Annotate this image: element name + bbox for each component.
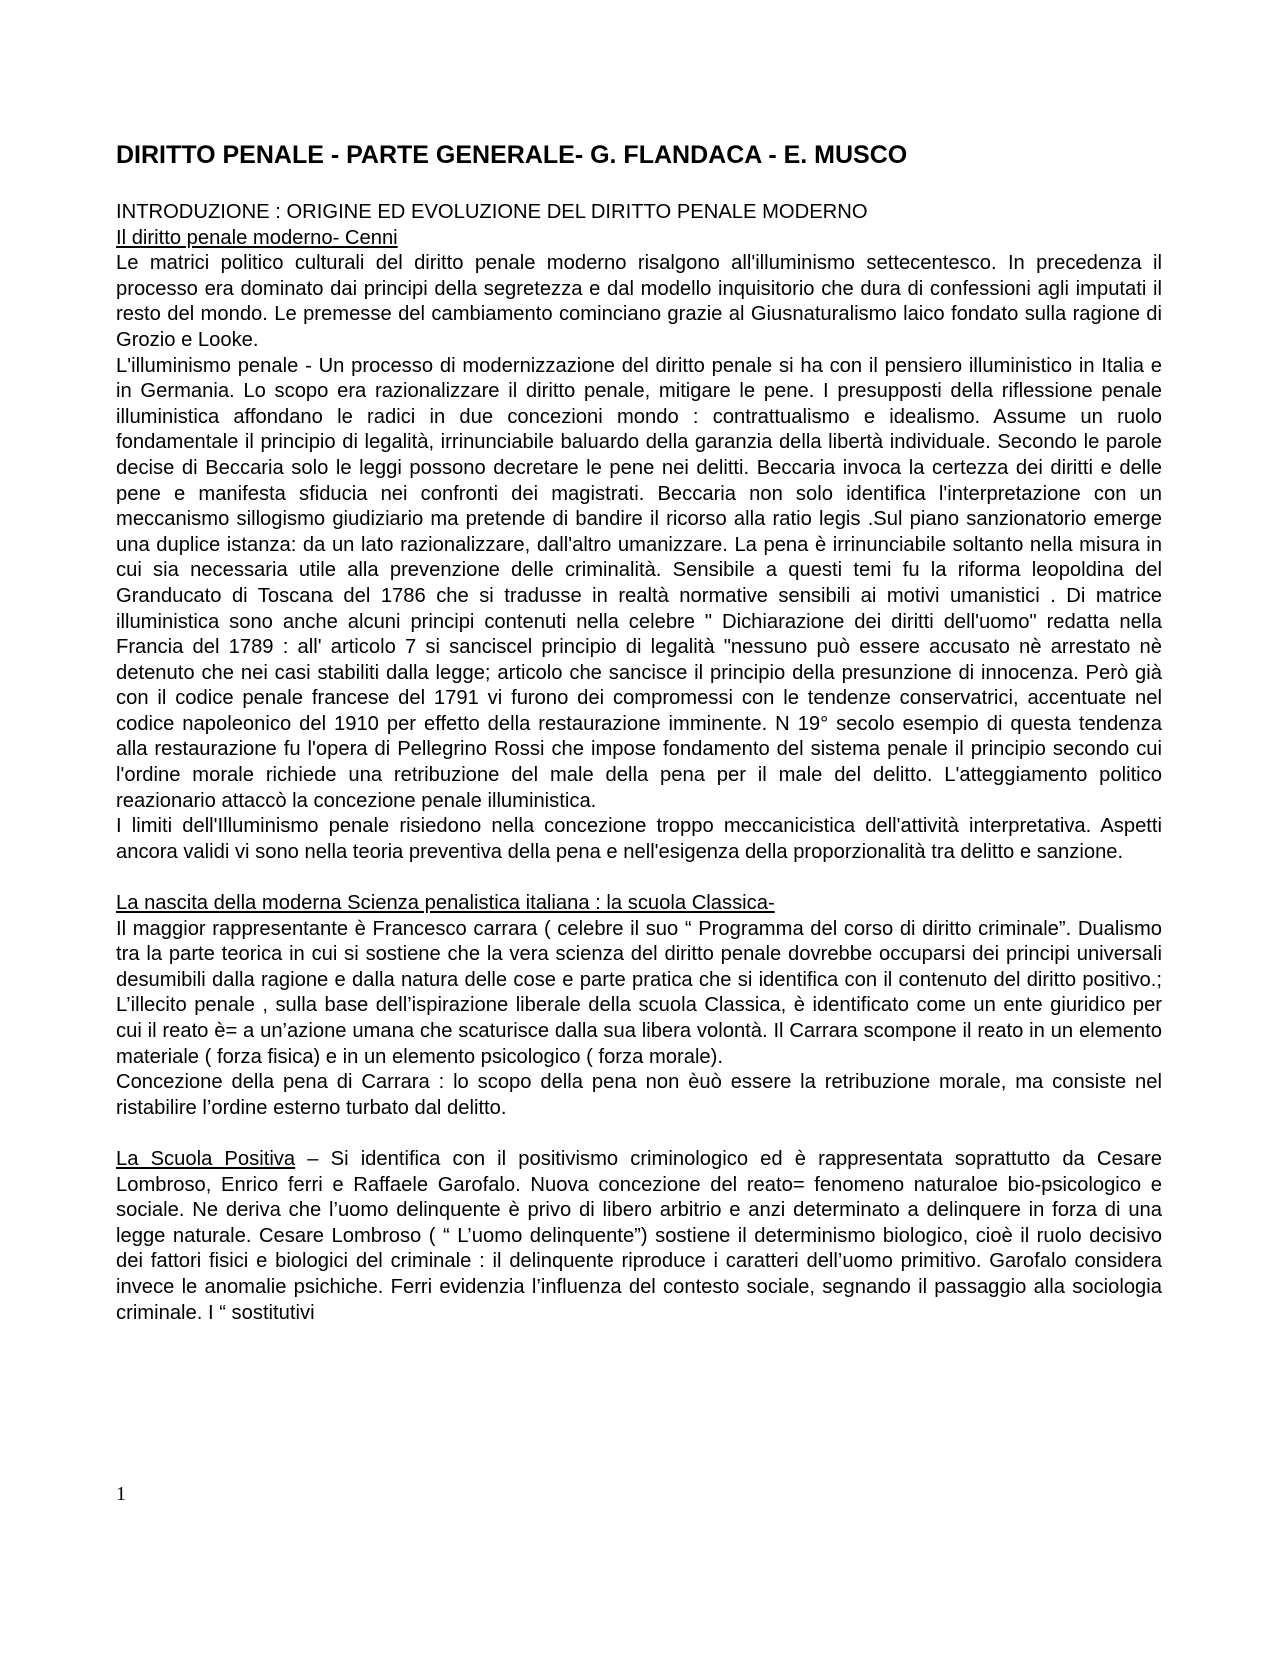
document-page <box>116 140 1162 1326</box>
paragraph-spacer <box>116 1121 1162 1147</box>
section-heading-positive-school: La Scuola Positiva <box>116 1147 296 1170</box>
paragraph: Le matrici politico culturali del diritto penale moderno risalgono all'illuminismo settecentesco. In precedenza il processo era dominato dai principi della segretezza e dal modello inquisitorio che dura di confessioni agli imputati il resto del mondo. Le premesse del cambiamento cominciano grazie al Giusnaturalismo laico fondato sulla ragione di Grozio e Looke. <box>116 252 1162 351</box>
paragraph-spacer <box>116 865 1162 891</box>
intro-heading: INTRODUZIONE : ORIGINE ED EVOLUZIONE DEL DIRITTO PENALE MODERNO <box>116 201 868 223</box>
paragraph: L'illuminismo penale - Un processo di modernizzazione del diritto penale si ha con il pensiero illuministico in Italia e in Germania. Lo scopo era razionalizzare il diritto penale, mitigare le pene. I presupposti della riflessione penale illuministica affondano le radici in due concezioni mondo : contrattualismo e idealismo. Assume un ruolo fondamentale il principio di legalità, irrinunciabile baluardo della garanzia della libertà individuale. Secondo le parole decise di Beccaria solo le leggi possono decretare le pene nei delitti. Beccaria invoca la certezza dei diritti e delle pene e manifesta sfiducia nei confronti dei magistrati. Beccaria non solo identifica l'interpretazione con un meccanismo sillogismo giudiziario ma pretende di bandire il ricorso alla ratio legis .Sul piano sanzionatorio emerge una duplice istanza: da un lato razionalizzare, dall'altro umanizzare. La pena è irrinunciabile soltanto nella misura in cui sia necessaria utile alla prevenzione delle criminalità. Sensibile a questi temi fu la riforma leopoldina del Granducato di Toscana del 1786 che si tradusse in realtà normative sensibili ai motivi umanistici . Di matrice illuministica sono anche alcuni principi contenuti nella celebre " Dichiarazione dei diritti dell'uomo" redatta nella Francia del 1789 : all' articolo 7 si sanciscel principio di legalità "nessuno può essere accusato nè arrestato nè detenuto che nei casi stabiliti dalla legge; articolo che sancisce il principio della presunzione di innocenza. Però già con il codice penale francese del 1791 vi furono dei compromessi con le tendenze conservatrici, accentuate nel codice napoleonico del 1910 per effetto della restaurazione imminente. N 19° secolo esempio di questa tendenza alla restaurazione fu l'opera di Pellegrino Rossi che impose fondamento del sistema penale il principio secondo cui l'ordine morale richiede una retribuzione del male della pena per il male del delitto. L'atteggiamento politico reazionario attaccò la concezione penale illuministica. <box>116 354 1162 812</box>
document-body <box>116 200 1162 1326</box>
positive-school-text: – Si identifica con il positivismo criminologico ed è rappresentata soprattutto da Cesare Lombroso, Enrico ferri e Raffaele Garofalo. Nuova concezione del reato= fenomeno naturaloe bio-psicologico e sociale. Ne deriva che l’uomo delinquente è privo di libero arbitrio e anzi determinato a delinquere in forza di una legge naturale. Cesare Lombroso ( “ L’uomo delinquente”) sostiene il determinismo biologico, cioè il ruolo decisivo dei fattori fisici e biologici del criminale : il delinquente riproduce i caratteri dell’uomo primitivo. Garofalo considera invece le anomalie psichiche. Ferri evidenzia l’influenza del contesto sociale, segnando il passaggio alla sociologia criminale. I “ sostitutivi <box>116 1147 1162 1324</box>
section-heading-classical-school: La nascita della moderna Scienza penalistica italiana : la scuola Classica- <box>116 892 775 915</box>
paragraph-positive-school <box>116 1147 1162 1326</box>
section-heading-modern-criminal-law: Il diritto penale moderno- Cenni <box>116 226 398 249</box>
paragraph: I limiti dell'Illuminismo penale risiedono nella concezione troppo meccanicistica dell'attività interpretativa. Aspetti ancora validi vi sono nella teoria preventiva della pena e nell'esigenza della proporzionalità tra delitto e sanzione. <box>116 815 1162 863</box>
page-number: 1 <box>116 1483 126 1505</box>
paragraph: Il maggior rappresentante è Francesco carrara ( celebre il suo “ Programma del corso di diritto criminale”. Dualismo tra la parte teorica in cui si sostiene che la vera scienza del diritto penale dovrebbe occuparsi dei principi universali desumibili dalla ragione e dalla natura delle cose e parte pratica che si identifica con il contenuto del diritto positivo.; L’illecito penale , sulla base dell’ispirazione liberale della scuola Classica, è identificato come un ente giuridico per cui il reato è= a un’azione umana che scaturisce dalla sua libera volontà. Il Carrara scompone il reato in un elemento materiale ( forza fisica) e in un elemento psicologico ( forza morale). <box>116 917 1162 1068</box>
document-title: DIRITTO PENALE - PARTE GENERALE- G. FLANDACA - E. MUSCO <box>116 141 908 169</box>
paragraph: Concezione della pena di Carrara : lo scopo della pena non èuò essere la retribuzione morale, ma consiste nel ristabilire l’ordine esterno turbato dal delitto. <box>116 1071 1162 1119</box>
